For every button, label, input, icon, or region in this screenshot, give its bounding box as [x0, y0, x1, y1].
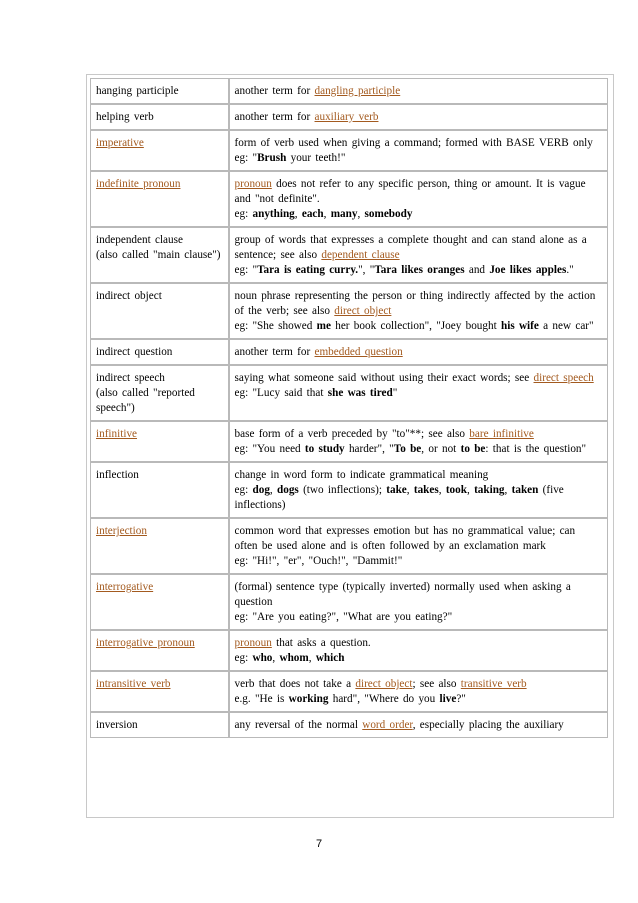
example-bold: she was tired: [327, 387, 393, 399]
glossary-link[interactable]: infinitive: [96, 428, 138, 440]
text-segment: a new car": [538, 320, 594, 332]
glossary-table: [90, 78, 608, 738]
definition-cell: [229, 518, 608, 574]
glossary-link[interactable]: bare infinitive: [469, 428, 534, 440]
text-segment: ", ": [358, 264, 375, 276]
table-row: [90, 671, 608, 712]
example-bold: Joe likes apples: [489, 264, 567, 276]
term-cell: [90, 130, 229, 171]
text-segment: inversion: [96, 719, 138, 731]
text-segment: that asks a question.: [271, 637, 371, 649]
text-segment: (formal) sentence type (typically inverted) normally used when asking a question: [234, 581, 571, 608]
example-bold: takes: [413, 484, 439, 496]
text-segment: another term for: [234, 85, 315, 97]
glossary-link[interactable]: pronoun: [234, 178, 272, 190]
text-segment: (also called "reported speech"): [96, 387, 195, 414]
text-segment: group of words that expresses a complete thought and can stand alone as a sentence; see also: [234, 234, 587, 261]
text-segment: inflection: [96, 469, 139, 481]
text-segment: change in word form to indicate grammatical meaning: [234, 469, 489, 481]
text-segment: ": [392, 387, 398, 399]
definition-cell: [229, 462, 608, 518]
text-segment: e.g. "He is: [234, 693, 289, 705]
example-bold: To be: [393, 443, 422, 455]
text-segment: eg: ": [234, 152, 258, 164]
definition-cell: [229, 227, 608, 283]
definition-cell: [229, 283, 608, 339]
term-cell: [90, 365, 229, 421]
example-bold: anything: [252, 208, 295, 220]
text-segment: hanging participle: [96, 85, 179, 97]
table-row: [90, 712, 608, 738]
text-segment: ,: [357, 208, 365, 220]
example-bold: many: [330, 208, 358, 220]
text-segment: ; see also: [412, 678, 461, 690]
example-bold: somebody: [364, 208, 413, 220]
table-row: [90, 518, 608, 574]
example-bold: live: [439, 693, 457, 705]
glossary-link[interactable]: interrogative: [96, 581, 154, 593]
text-segment: ,: [504, 484, 512, 496]
definition-cell: [229, 171, 608, 227]
text-segment: independent clause: [96, 234, 183, 246]
text-segment: ,: [308, 652, 316, 664]
text-segment: eg:: [234, 484, 253, 496]
text-segment: eg: "Hi!", "er", "Ouch!", "Dammit!": [234, 555, 403, 567]
example-bold: take: [386, 484, 407, 496]
glossary-link[interactable]: direct object: [355, 678, 413, 690]
term-cell: [90, 104, 229, 130]
text-segment: her book collection", "Joey bought: [330, 320, 501, 332]
table-row: [90, 227, 608, 283]
text-segment: ,: [406, 484, 414, 496]
text-segment: indirect speech: [96, 372, 165, 384]
example-bold: working: [288, 693, 329, 705]
text-segment: eg: ": [234, 264, 258, 276]
text-segment: eg:: [234, 208, 253, 220]
definition-cell: [229, 712, 608, 738]
text-segment: ?": [456, 693, 466, 705]
table-row: [90, 104, 608, 130]
table-row: [90, 462, 608, 518]
text-segment: helping verb: [96, 111, 154, 123]
term-cell: [90, 78, 229, 104]
term-cell: [90, 283, 229, 339]
text-segment: ,: [438, 484, 446, 496]
text-segment: ,: [294, 208, 302, 220]
text-segment: harder", ": [344, 443, 394, 455]
table-row: [90, 130, 608, 171]
definition-cell: [229, 574, 608, 630]
glossary-link[interactable]: interjection: [96, 525, 147, 537]
table-row: [90, 171, 608, 227]
example-bold: to be: [460, 443, 486, 455]
term-cell: [90, 227, 229, 283]
text-segment: hard", "Where do you: [328, 693, 440, 705]
text-segment: verb that does not take a: [234, 678, 356, 690]
term-cell: [90, 518, 229, 574]
table-row: [90, 574, 608, 630]
text-segment: any reversal of the normal: [234, 719, 363, 731]
text-segment: does not refer to any specific person, thing or amount. It is vague and "not definite".: [234, 178, 586, 205]
example-bold: Tara likes oranges: [374, 264, 465, 276]
glossary-link[interactable]: auxiliary verb: [314, 111, 379, 123]
example-bold: me: [316, 320, 331, 332]
glossary-link[interactable]: direct object: [334, 305, 392, 317]
term-cell: [90, 671, 229, 712]
text-segment: eg:: [234, 652, 253, 664]
glossary-link[interactable]: indefinite pronoun: [96, 178, 181, 190]
example-bold: dogs: [277, 484, 299, 496]
text-segment: (also called "main clause"): [96, 249, 221, 261]
glossary-table-body: [90, 78, 608, 738]
glossary-link[interactable]: transitive verb: [460, 678, 527, 690]
glossary-link[interactable]: interrogative pronoun: [96, 637, 195, 649]
text-segment: ,: [272, 652, 280, 664]
text-segment: , especially placing the auxiliary: [412, 719, 564, 731]
example-bold: each: [301, 208, 324, 220]
definition-cell: [229, 671, 608, 712]
text-segment: and: [464, 264, 490, 276]
text-segment: eg: "Are you eating?", "What are you eating?": [234, 611, 453, 623]
text-segment: (two inflections);: [298, 484, 387, 496]
text-segment: .": [566, 264, 574, 276]
term-cell: [90, 171, 229, 227]
example-bold: to study: [304, 443, 345, 455]
text-segment: eg: "You need: [234, 443, 305, 455]
definition-cell: [229, 630, 608, 671]
glossary-link[interactable]: dangling participle: [314, 85, 401, 97]
example-bold: dog: [252, 484, 270, 496]
glossary-link[interactable]: imperative: [96, 137, 144, 149]
definition-cell: [229, 78, 608, 104]
text-segment: ,: [323, 208, 331, 220]
example-bold: took: [445, 484, 467, 496]
text-segment: indirect question: [96, 346, 173, 358]
example-bold: Brush: [257, 152, 287, 164]
example-bold: Tara is eating curry.: [257, 264, 359, 276]
example-bold: taking: [474, 484, 505, 496]
example-bold: his wife: [501, 320, 539, 332]
text-segment: eg: "Lucy said that: [234, 387, 328, 399]
table-row: [90, 339, 608, 365]
definition-cell: [229, 104, 608, 130]
example-bold: who: [252, 652, 273, 664]
term-cell: [90, 462, 229, 518]
definition-cell: [229, 130, 608, 171]
glossary-link[interactable]: dependent clause: [321, 249, 400, 261]
text-segment: form of verb used when giving a command; formed with BASE VERB only: [234, 137, 593, 149]
term-cell: [90, 574, 229, 630]
glossary-link[interactable]: intransitive verb: [96, 678, 171, 690]
table-row: [90, 421, 608, 462]
example-bold: which: [315, 652, 345, 664]
text-segment: ,: [466, 484, 475, 496]
table-row: [90, 78, 608, 104]
glossary-link[interactable]: direct speech: [533, 372, 594, 384]
glossary-link[interactable]: pronoun: [234, 637, 272, 649]
term-cell: [90, 339, 229, 365]
definition-cell: [229, 339, 608, 365]
text-segment: common word that expresses emotion but has no grammatical value; can often be used alone and is often followed by an exclamation mark: [234, 525, 576, 552]
text-segment: : that is the question": [485, 443, 587, 455]
text-segment: your teeth!": [286, 152, 346, 164]
example-bold: whom: [279, 652, 309, 664]
table-row: [90, 365, 608, 421]
glossary-link[interactable]: word order: [362, 719, 413, 731]
example-bold: taken: [511, 484, 539, 496]
text-segment: indirect object: [96, 290, 162, 302]
page-number: 7: [315, 838, 323, 850]
table-row: [90, 630, 608, 671]
table-row: [90, 283, 608, 339]
term-cell: [90, 712, 229, 738]
definition-cell: [229, 421, 608, 462]
text-segment: saying what someone said without using their exact words; see: [234, 372, 534, 384]
text-segment: another term for: [234, 346, 315, 358]
text-segment: , or not: [421, 443, 461, 455]
text-segment: noun phrase representing the person or thing indirectly affected by the action of the verb; see also: [234, 290, 596, 317]
definition-cell: [229, 365, 608, 421]
glossary-link[interactable]: embedded question: [314, 346, 403, 358]
text-segment: another term for: [234, 111, 315, 123]
text-segment: ,: [269, 484, 278, 496]
term-cell: [90, 421, 229, 462]
text-segment: base form of a verb preceded by "to"**; see also: [234, 428, 470, 440]
term-cell: [90, 630, 229, 671]
text-segment: eg: "She showed: [234, 320, 317, 332]
text-segment: (five inflections): [234, 484, 564, 511]
